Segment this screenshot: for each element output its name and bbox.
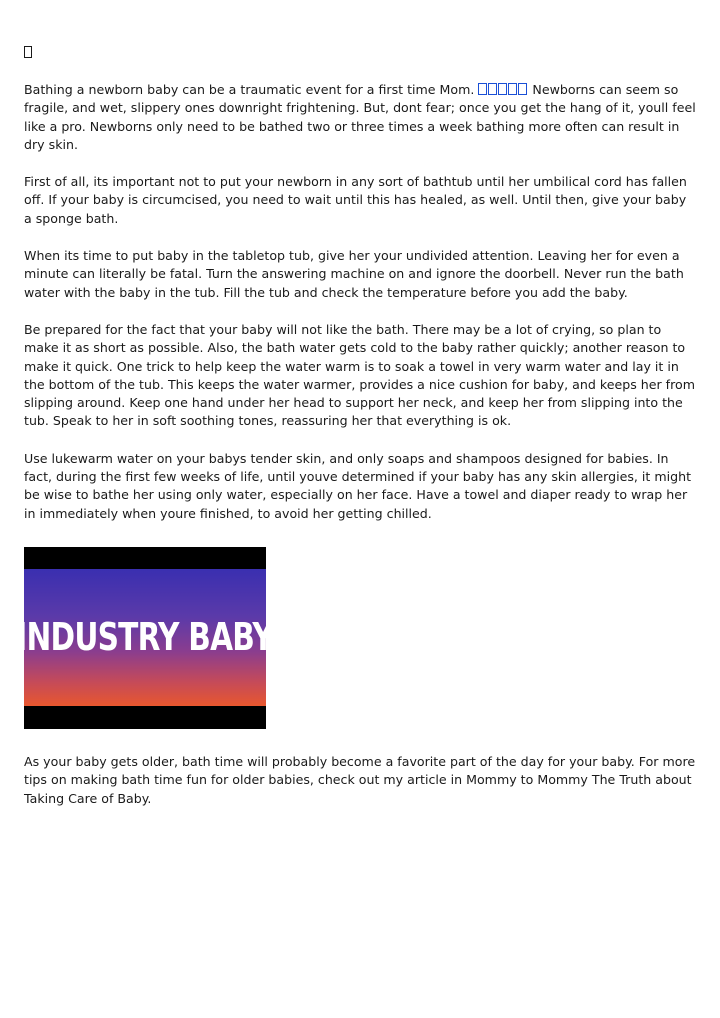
paragraph-1-text-start: Bathing a newborn baby can be a traumatic event for a first time Mom. (24, 82, 479, 97)
inline-link[interactable] (478, 82, 528, 97)
thumbnail-title: INDUSTRY BABY (16, 615, 274, 660)
missing-glyph-icon (24, 44, 32, 62)
thumbnail-gradient (16, 569, 274, 706)
paragraph-5: Use lukewarm water on your babys tender skin, and only soaps and shampoos designed for babies. In fact, during the first few weeks of life, until youve determined if your baby has any skin allergies, it might be wise to bathe her using only water, especially on her face. Have a towel and diaper ready to wrap her in immediately when youre finished, to avoid her getting chilled. (24, 450, 692, 521)
paragraph-1-text-end: Newborns can seem so fragile, and wet, slippery ones downright frightening. But, dont fear; once you get the hang of it, youll feel like a pro. Newborns only need to be bathed two or three times a week bathing more often can result in dry skin. (24, 82, 696, 152)
paragraph-4: Be prepared for the fact that your baby will not like the bath. There may be a lot of crying, so plan to make it as short as possible. Also, the bath water gets cold to the baby rather quickly; another reason to make it quick. One trick to help keep the water warm is to soak a towel in very warm water and lay it in the bottom of the tub. This keeps the water warmer, provides a nice cushion for baby, and keeps her from slipping around. Keep one hand under her head to support her neck, and keep her from slipping into the tub. Speak to her in soft soothing tones, reassuring her that everything is ok. (24, 321, 695, 429)
paragraph-6: As your baby gets older, bath time will probably become a favorite part of the day for your baby. For more tips on making bath time fun for older babies, check out my article in Mommy to Mommy The Truth about Taking Care of Baby. (24, 753, 696, 806)
paragraph-2: First of all, its important not to put your newborn in any sort of bathtub until her umbilical cord has fallen off. If your baby is circumcised, you need to wait until this has healed, as well. Until then, give your baby a sponge bath. (24, 174, 687, 226)
paragraph-3: When its time to put baby in the tabletop tub, give her your undivided attention. Leaving her for even a minute can literally be fatal. Turn the answering machine on and ignore the doorbell. Never run the bath water with the baby in the tub. Fill the tub and check the temperature before you add the baby. (24, 248, 684, 300)
video-thumbnail-image (16, 547, 274, 729)
paragraph-1 (24, 81, 696, 154)
link-missing-glyphs-icon (478, 81, 528, 99)
